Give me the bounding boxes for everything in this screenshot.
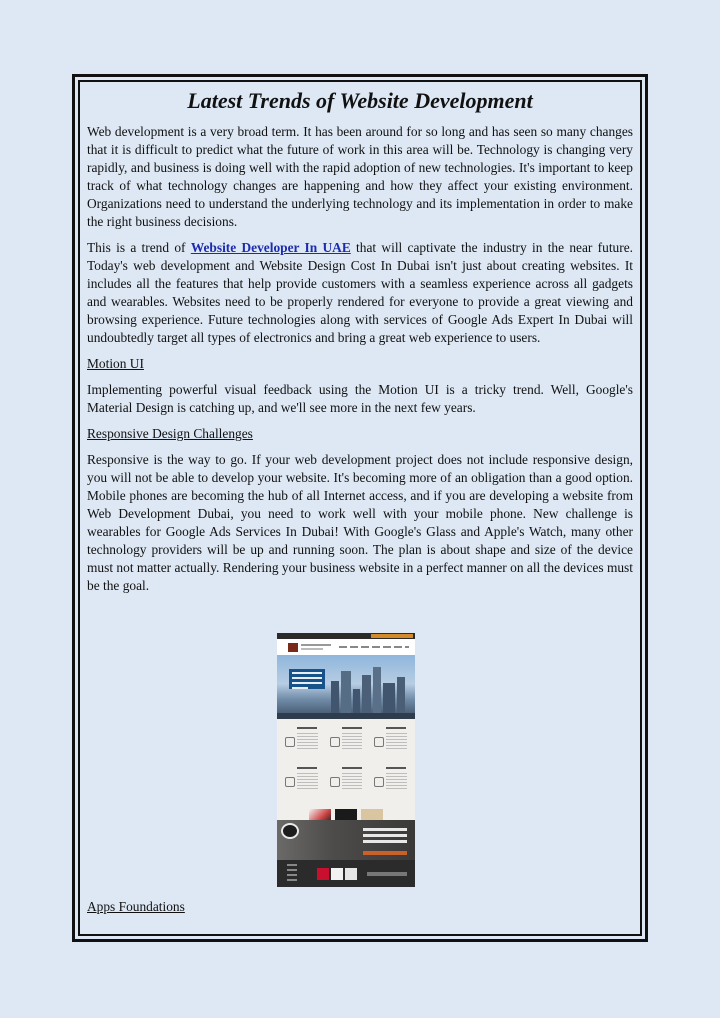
screenshot-footer [277,860,415,887]
document-body [87,86,633,603]
trend-text-before: This is a trend of [87,240,191,255]
heading-apps-foundations: Apps Foundations [87,899,185,914]
screenshot-hero-skyline [277,655,415,719]
website-developer-link[interactable]: Website Developer In UAE [190,240,351,255]
heading-responsive-design: Responsive Design Challenges [87,426,253,441]
motion-ui-paragraph: Implementing powerful visual feedback using the Motion UI is a tricky trend. Well, Google's Material Design is catching up, and we'll see more in the next few years. [87,382,633,415]
screenshot-service-cards [277,719,415,799]
document-title: Latest Trends of Website Development [187,88,533,113]
screenshot-quote-section [277,820,415,860]
trend-text-after: that will captivate the industry in the near future. Today's web development and Website Design Cost In Dubai isn't just about creating websites. It includes all the features that help provide customers with a seamless experience across all gadgets and wearables. Websites need to be properly rendered for everyone to provide a great viewing and browsing experience. Future technologies along with services of Google Ads Expert In Dubai will undoubtedly target all types of electronics and bring a great web experience to users. [87,240,634,345]
trend-paragraph [87,239,633,347]
heading-motion-ui: Motion UI [87,356,144,371]
website-screenshot-image [277,633,415,887]
screenshot-nav [277,639,415,655]
responsive-paragraph: Responsive is the way to go. If your web development project does not include responsive design, you will not be able to develop your website. It's becoming more of an obligation than a good option. Mobile phones are becoming the hub of all Internet access, and if you are developing a website from Web Development Dubai, you need to work well with your mobile phone. New challenge is wearables for Google Ads Services In Dubai! With Google's Glass and Apple's Watch, many other technology providers will be up and running soon. The plan is about shape and size of the device must not matter actually. Rendering your business website in a perfect manner on all the devices must be the goal. [87,452,633,593]
intro-paragraph: Web development is a very broad term. It has been around for so long and has seen so many changes that it is difficult to predict what the future of work in this area will be. Technology is changing very rapidly, and business is doing well with the rapid adoption of new technologies. It's important to keep track of what technology changes are happening and how they affect your existing environment. Organizations need to understand the underlying technology and its implementation in order to make the right business decisions. [87,124,633,229]
